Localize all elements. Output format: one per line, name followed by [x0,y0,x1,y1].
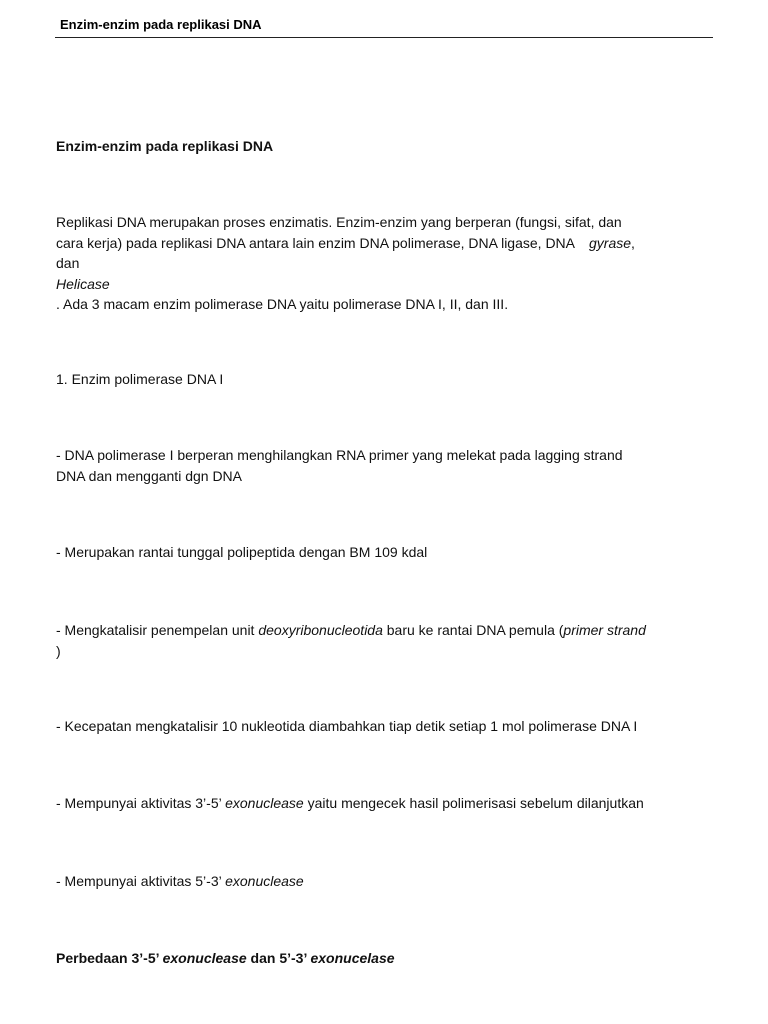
bullet-exonuclease-5-3 [56,871,716,892]
difference-text-c: dan 5’-3’ [246,950,311,966]
header-divider [55,37,713,38]
bullet-exo35-text-a: - Mempunyai aktivitas 3’-5’ [56,795,226,811]
gyrase-term: gyrase [589,234,632,251]
deoxyribonucleotida-term: deoxyribonucleotida [258,622,383,638]
exonuclease-term: exonuclease [225,795,304,811]
intro-line-3: dan [56,255,80,271]
bullet-role [56,445,716,486]
intro-comma: , [631,234,635,251]
bullet-exonuclease-3-5 [56,793,716,814]
bullet-catalysis [56,620,716,661]
helicase-term: Helicase [56,275,110,292]
intro-line-2 [56,233,716,254]
bullet-role-line-1: - DNA polimerase I berperan menghilangkan RNA primer yang melekat pada lagging strand [56,447,623,463]
bullet-role-line-2: DNA dan mengganti dgn DNA [56,467,242,484]
section-heading-polimerase-1: 1. Enzim polimerase DNA I [56,371,224,387]
bullet-polypeptide: - Merupakan rantai tunggal polipeptida dengan BM 109 kdal [56,544,428,560]
bullet-catalysis-line-1 [56,620,716,641]
intro-line-4 [56,274,716,295]
exonuclease-term: exonuclease [225,873,304,889]
bullet-catalysis-line-2: ) [56,642,61,659]
exonucelase-term: exonucelase [310,950,395,966]
intro-paragraph [56,212,716,315]
header-title: Enzim-enzim pada replikasi DNA [60,17,262,32]
intro-line-5: . Ada 3 macam enzim polimerase DNA yaitu polimerase DNA I, II, dan III. [56,296,509,312]
intro-line-2-text: cara kerja) pada replikasi DNA antara lain enzim DNA polimerase, DNA ligase, DNA [56,234,575,251]
bullet-exo53-text-a: - Mempunyai aktivitas 5’-3’ [56,873,226,889]
section-heading-difference [56,948,716,969]
primer-strand-term: primer strand [563,622,646,638]
document-title: Enzim-enzim pada replikasi DNA [56,138,274,154]
difference-text-a: Perbedaan 3’-5’ [56,950,163,966]
intro-line-1: Replikasi DNA merupakan proses enzimatis. Enzim-enzim yang berperan (fungsi, sifat, dan [56,214,622,230]
bullet-catalysis-text-c: baru ke rantai DNA pemula ( [382,622,564,638]
exonuclease-term: exonuclease [162,950,247,966]
bullet-speed: - Kecepatan mengkatalisir 10 nukleotida diambahkan tiap detik setiap 1 mol polimerase DNA I [56,718,638,734]
bullet-exo35-text-c: yaitu mengecek hasil polimerisasi sebelum dilanjutkan [303,795,644,811]
bullet-catalysis-text-a: - Mengkatalisir penempelan unit [56,622,259,638]
